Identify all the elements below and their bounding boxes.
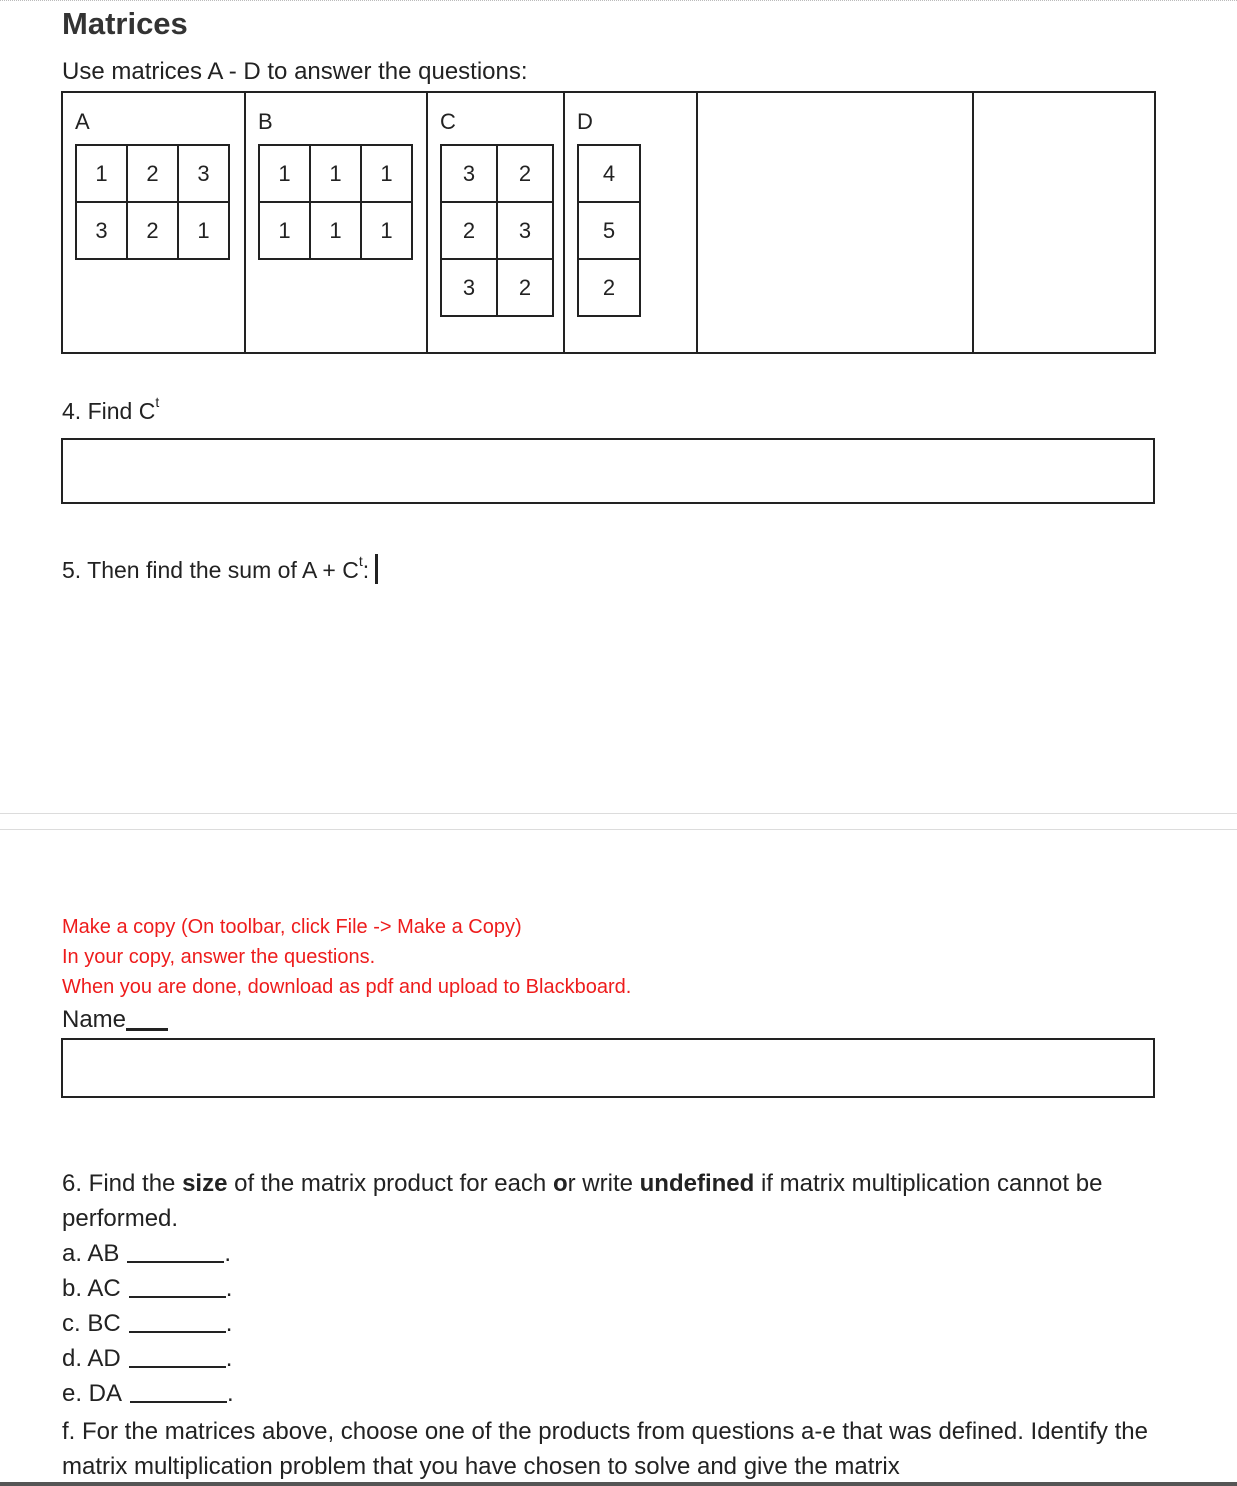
matrix-d-cell-3-1: 2	[578, 259, 640, 316]
q6-item-c-label: c. BC	[62, 1310, 121, 1337]
matrix-c-cell[interactable]	[427, 92, 564, 353]
q6-part3: r write	[567, 1170, 640, 1197]
q6-item-e-label: e. DA	[62, 1380, 123, 1407]
name-field-label	[62, 1006, 168, 1034]
bottom-border	[0, 1482, 1237, 1486]
q6-item-a-blank[interactable]	[127, 1261, 224, 1263]
matrix-c-label: C	[440, 109, 456, 134]
q6-item-e	[62, 1380, 234, 1408]
matrix-b-cell[interactable]	[245, 92, 427, 353]
q6-part2: of the matrix product for each	[227, 1170, 553, 1197]
page-break-line	[0, 813, 1237, 814]
q6-bold-size: size	[182, 1170, 228, 1197]
text-cursor	[375, 554, 378, 584]
matrix-c-cell-1-1: 3	[441, 145, 497, 202]
intro-text: Use matrices A - D to answer the questions:	[62, 58, 528, 85]
question-5	[62, 553, 378, 587]
matrix-b-cell-1-1: 1	[259, 145, 310, 202]
matrix-a-cell[interactable]	[62, 92, 245, 353]
q6-item-c-end: .	[225, 1310, 233, 1337]
matrix-d-cell-2-1: 5	[578, 202, 640, 259]
matrix-d-cell-1-1: 4	[578, 145, 640, 202]
q6-item-d	[62, 1345, 232, 1373]
q6-bold-or: o	[552, 1170, 568, 1197]
q6-part4: if matrix multiplication cannot be performed.	[62, 1170, 1103, 1232]
matrix-b-cell-1-2: 1	[310, 145, 361, 202]
name-underline	[126, 1028, 168, 1031]
matrix-c-cell-2-2: 3	[497, 202, 553, 259]
matrix-c-cell-1-2: 2	[497, 145, 553, 202]
question-5-text: 5. Then find the sum of A + C	[62, 557, 359, 584]
q6-item-b-end: .	[225, 1275, 233, 1302]
instruction-line-1: Make a copy (On toolbar, click File -> Make a Copy)	[62, 916, 522, 938]
matrix-c-cell-3-2: 2	[497, 259, 553, 316]
name-label: Name	[62, 1006, 127, 1033]
q6-item-b-blank[interactable]	[129, 1296, 226, 1298]
matrix-b	[258, 144, 413, 260]
q6-item-d-label: d. AD	[62, 1345, 121, 1372]
page-top-border	[0, 0, 1237, 5]
matrix-b-cell-1-3: 1	[361, 145, 412, 202]
matrices-table	[61, 91, 1156, 354]
matrix-d-label: D	[577, 109, 593, 134]
matrix-a-cell-1-2: 2	[127, 145, 178, 202]
page-break-line-2	[0, 829, 1237, 830]
matrix-d	[577, 144, 641, 317]
matrix-a-cell-1-1: 1	[76, 145, 127, 202]
q6-item-e-blank[interactable]	[130, 1401, 227, 1403]
q6-item-c	[62, 1310, 232, 1338]
q6-item-a	[62, 1240, 231, 1268]
matrix-b-cell-2-3: 1	[361, 202, 412, 259]
transpose-superscript-q5: t	[358, 553, 363, 569]
q6-part1: 6. Find the	[62, 1170, 183, 1197]
question-4-answer-box[interactable]	[61, 438, 1155, 504]
q6-bold-undefined: undefined	[639, 1170, 755, 1197]
matrix-a-label: A	[75, 109, 90, 134]
matrix-c-cell-2-1: 2	[441, 202, 497, 259]
matrix-b-cell-2-1: 1	[259, 202, 310, 259]
name-answer-box[interactable]	[61, 1038, 1155, 1098]
matrix-a-cell-1-3: 3	[178, 145, 229, 202]
q6-item-b-label: b. AC	[62, 1275, 121, 1302]
q6-item-a-label: a. AB	[62, 1240, 120, 1267]
q6-item-c-blank[interactable]	[129, 1331, 226, 1333]
question-4	[62, 394, 160, 425]
q6-item-b	[62, 1275, 232, 1303]
empty-cell-5[interactable]	[697, 92, 973, 353]
matrix-b-cell-2-2: 1	[310, 202, 361, 259]
question-6	[62, 1166, 1162, 1236]
matrix-a-cell-2-1: 3	[76, 202, 127, 259]
q6-item-a-end: .	[224, 1240, 232, 1267]
page-title: Matrices	[62, 6, 188, 41]
matrix-a	[75, 144, 230, 260]
transpose-superscript: t	[155, 394, 160, 410]
empty-cell-6[interactable]	[973, 92, 1155, 353]
instruction-line-2: In your copy, answer the questions.	[62, 946, 376, 968]
matrix-c	[440, 144, 554, 317]
matrix-a-cell-2-3: 1	[178, 202, 229, 259]
q6-item-d-blank[interactable]	[129, 1366, 226, 1368]
question-5-colon: :	[362, 557, 370, 584]
matrix-c-cell-3-1: 3	[441, 259, 497, 316]
q6-item-d-end: .	[225, 1345, 233, 1372]
matrix-b-label: B	[258, 109, 273, 134]
instruction-line-3: When you are done, download as pdf and upload to Blackboard.	[62, 976, 632, 998]
q6-item-f: f. For the matrices above, choose one of the products from questions a-e that was defined. Identify the matrix multiplication problem that you have chosen to solve and give the matrix	[62, 1418, 1148, 1480]
question-4-text: 4. Find C	[62, 398, 156, 424]
matrix-d-cell[interactable]	[564, 92, 697, 353]
matrix-a-cell-2-2: 2	[127, 202, 178, 259]
q6-item-e-end: .	[227, 1380, 234, 1407]
